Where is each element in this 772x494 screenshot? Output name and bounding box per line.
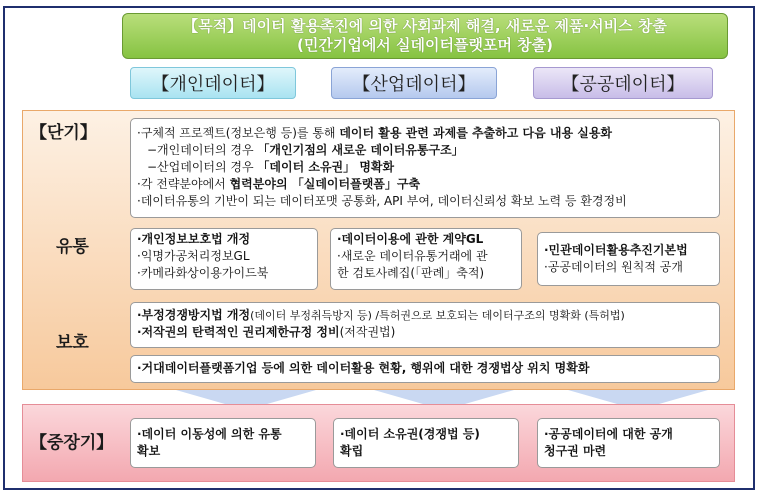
lt1-line-1: ·데이터 이동성에 의한 유통 <box>137 427 282 441</box>
main-line-3b: 「데이터 소유권」 명확화 <box>257 160 395 174</box>
industry-line-3: 한 검토사례집(「판례」축적) <box>337 266 485 280</box>
purpose-line-2: (민간기업에서 실데이터플랫포머 창출) <box>297 36 553 54</box>
long-term-box-portability <box>130 418 316 468</box>
main-line-5: ·데이터유통의 기반이 되는 데이터포맷 공통화, API 부여, 데이터신뢰성 확보 노력 등 환경정비 <box>137 194 627 208</box>
public-line-1: ·민관데이터활용추진기본법 <box>544 243 688 257</box>
long-term-label: 【중장기】 <box>30 433 114 453</box>
main-line-1b: 데이터 활용 관련 과제를 추출하고 다음 내용 실용화 <box>339 126 613 140</box>
main-line-2a: −개인데이터의 경우 <box>147 143 258 157</box>
purpose-banner <box>122 13 728 59</box>
flow-label: 유통 <box>56 237 89 257</box>
lt1-line-2: 확보 <box>137 444 161 458</box>
protect-line-1a: ·부정경쟁방지법 개정 <box>137 308 251 322</box>
personal-data-box <box>130 228 318 290</box>
short-term-main-box <box>130 118 720 218</box>
main-line-3a: −산업데이터의 경우 <box>147 160 258 174</box>
main-line-4a: ·각 전략분야에서 <box>137 177 230 191</box>
industry-line-2: ·새로운 데이터유통거래에 관 <box>337 249 488 263</box>
protect-line-2a: ·저작권의 탄력적인 권리제한규정 정비 <box>137 325 340 339</box>
personal-line-3: ·카메라화상이용가이드북 <box>137 266 269 280</box>
public-data-box <box>537 232 720 286</box>
main-line-1a: ·구체적 프로젝트(정보은행 등)를 통해 <box>137 126 340 140</box>
protection-label: 보호 <box>56 333 89 353</box>
protect-line-2b: (저작권법) <box>339 325 396 339</box>
public-line-2: ·공공데이터의 원칙적 공개 <box>544 260 683 274</box>
lt2-line-1: ·데이터 소유권(경쟁법 등) <box>340 427 480 441</box>
main-line-4b: 협력분야의 「실데이터플랫폼」구축 <box>229 177 421 191</box>
category-personal: 【개인데이터】 <box>130 67 296 99</box>
industry-data-box <box>330 228 522 290</box>
protect-line-1b: (데이터 부정취득방지 등) /특허권으로 보호되는 데이터구조의 명확화 (특허법) <box>250 309 625 322</box>
lt2-line-2: 확립 <box>340 444 364 458</box>
purpose-line-1: 【목적】데이터 활용촉진에 의한 사회과제 해결, 새로운 제품·서비스 창출 <box>183 17 667 35</box>
lt3-line-2: 청구권 마련 <box>544 444 607 458</box>
protection-box <box>130 302 720 348</box>
long-term-box-disclosure <box>537 418 720 468</box>
personal-line-1: ·개인정보보호법 개정 <box>137 232 251 246</box>
short-term-label: 【단기】 <box>30 123 97 143</box>
main-line-2b: 「개인기점의 새로운 데이터유통구조」 <box>257 143 464 157</box>
lt3-line-1: ·공공데이터에 대한 공개 <box>544 427 673 441</box>
category-public: 【공공데이터】 <box>533 67 713 99</box>
category-industry: 【산업데이터】 <box>331 67 497 99</box>
personal-line-2: ·익명가공처리정보GL <box>137 249 250 263</box>
long-term-box-ownership <box>333 418 519 468</box>
industry-line-1: ·데이터이용에 관한 계약GL <box>337 232 484 246</box>
platform-competition-box: ·거대데이터플랫폼기업 등에 의한 데이터활용 현황, 행위에 대한 경쟁법상 위치 명확화 <box>130 355 720 383</box>
